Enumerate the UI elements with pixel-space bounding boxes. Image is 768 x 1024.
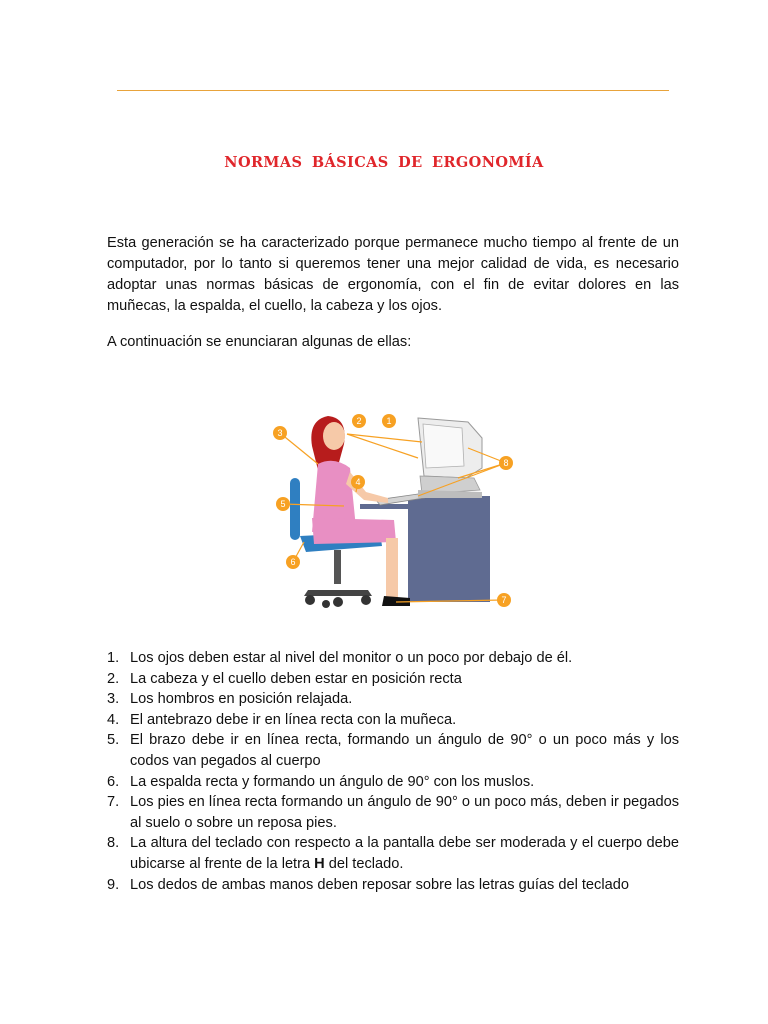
list-item-number: 8. — [107, 835, 120, 852]
list-item-number: 9. — [107, 876, 120, 893]
list-item-number: 3. — [107, 691, 120, 708]
list-item-bold-letter: H — [314, 855, 325, 872]
list-item-text: Los dedos de ambas manos deben reposar sobre las letras guías del teclado — [130, 876, 629, 893]
list-item-text: La cabeza y el cuello deben estar en posición recta — [130, 670, 462, 687]
svg-text:8: 8 — [503, 458, 509, 468]
list-item-text-before: La altura del teclado con respecto a la pantalla debe ser moderada y el cuerpo debe ubicarse al frente de la letra — [130, 835, 679, 872]
list-item-text: Los ojos deben estar al nivel del monitor o un poco por debajo de él. — [130, 650, 573, 666]
desk — [408, 496, 490, 602]
list-item — [107, 792, 679, 833]
svg-text:5: 5 — [280, 499, 286, 509]
marker-4 — [351, 475, 365, 489]
marker-8 — [499, 456, 513, 470]
list-item — [107, 648, 679, 669]
list-item-number: 5. — [107, 732, 120, 749]
list-item — [107, 710, 679, 731]
list-item-number: 7. — [107, 794, 120, 811]
ergonomic-rules-list — [107, 648, 679, 895]
list-item — [107, 730, 679, 771]
list-item-text — [130, 833, 679, 874]
list-item — [107, 833, 679, 874]
list-item-number: 6. — [107, 773, 120, 790]
desk-top — [360, 504, 414, 509]
list-item-text: Los pies en línea recta formando un ángulo de 90° o un poco más, deben ir pegados al suelo o sobre un reposa pies. — [130, 794, 679, 831]
seated-woman — [311, 416, 410, 606]
marker-7 — [497, 593, 511, 607]
header-rule — [117, 90, 669, 91]
list-item — [107, 689, 679, 710]
marker-6 — [286, 555, 300, 569]
list-item — [107, 669, 679, 690]
page-title: NORMAS BÁSICAS DE ERGONOMÍA — [224, 154, 544, 171]
svg-text:4: 4 — [355, 477, 361, 487]
list-item-text-after: del teclado. — [324, 855, 404, 872]
svg-text:1: 1 — [386, 416, 392, 426]
marker-3 — [273, 426, 287, 440]
list-item-text: El brazo debe ir en línea recta, formando un ángulo de 90° o un poco más y los codos van pegados al cuerpo — [130, 732, 679, 769]
svg-text:3: 3 — [277, 428, 283, 438]
svg-text:7: 7 — [501, 595, 507, 605]
list-item-number: 2. — [107, 670, 120, 687]
list-item-number: 1. — [107, 650, 120, 666]
list-item — [107, 875, 679, 896]
svg-text:2: 2 — [356, 416, 362, 426]
marker-2 — [352, 414, 366, 428]
intro-paragraph: Esta generación se ha caracterizado porque permanece mucho tiempo al frente de un computador, por lo tanto si queremos tener una mejor calidad de vida, es necesario adoptar unas normas básicas de ergonomía, con el fin de evitar dolores en las muñecas, la espalda, el cuello, la cabeza y los ojos. — [107, 235, 679, 314]
marker-1 — [382, 414, 396, 428]
list-item-text: Los hombros en posición relajada. — [130, 691, 353, 708]
svg-text:6: 6 — [290, 557, 296, 567]
lead-paragraph: A continuación se enunciaran algunas de ellas: — [107, 334, 412, 350]
list-item-text: El antebrazo debe ir en línea recta con la muñeca. — [130, 711, 457, 728]
monitor — [418, 418, 482, 498]
list-item-number: 4. — [107, 711, 120, 728]
ergonomics-illustration — [268, 408, 518, 614]
list-item — [107, 772, 679, 793]
list-item-text: La espalda recta y formando un ángulo de 90° con los muslos. — [130, 773, 535, 790]
marker-5 — [276, 497, 290, 511]
